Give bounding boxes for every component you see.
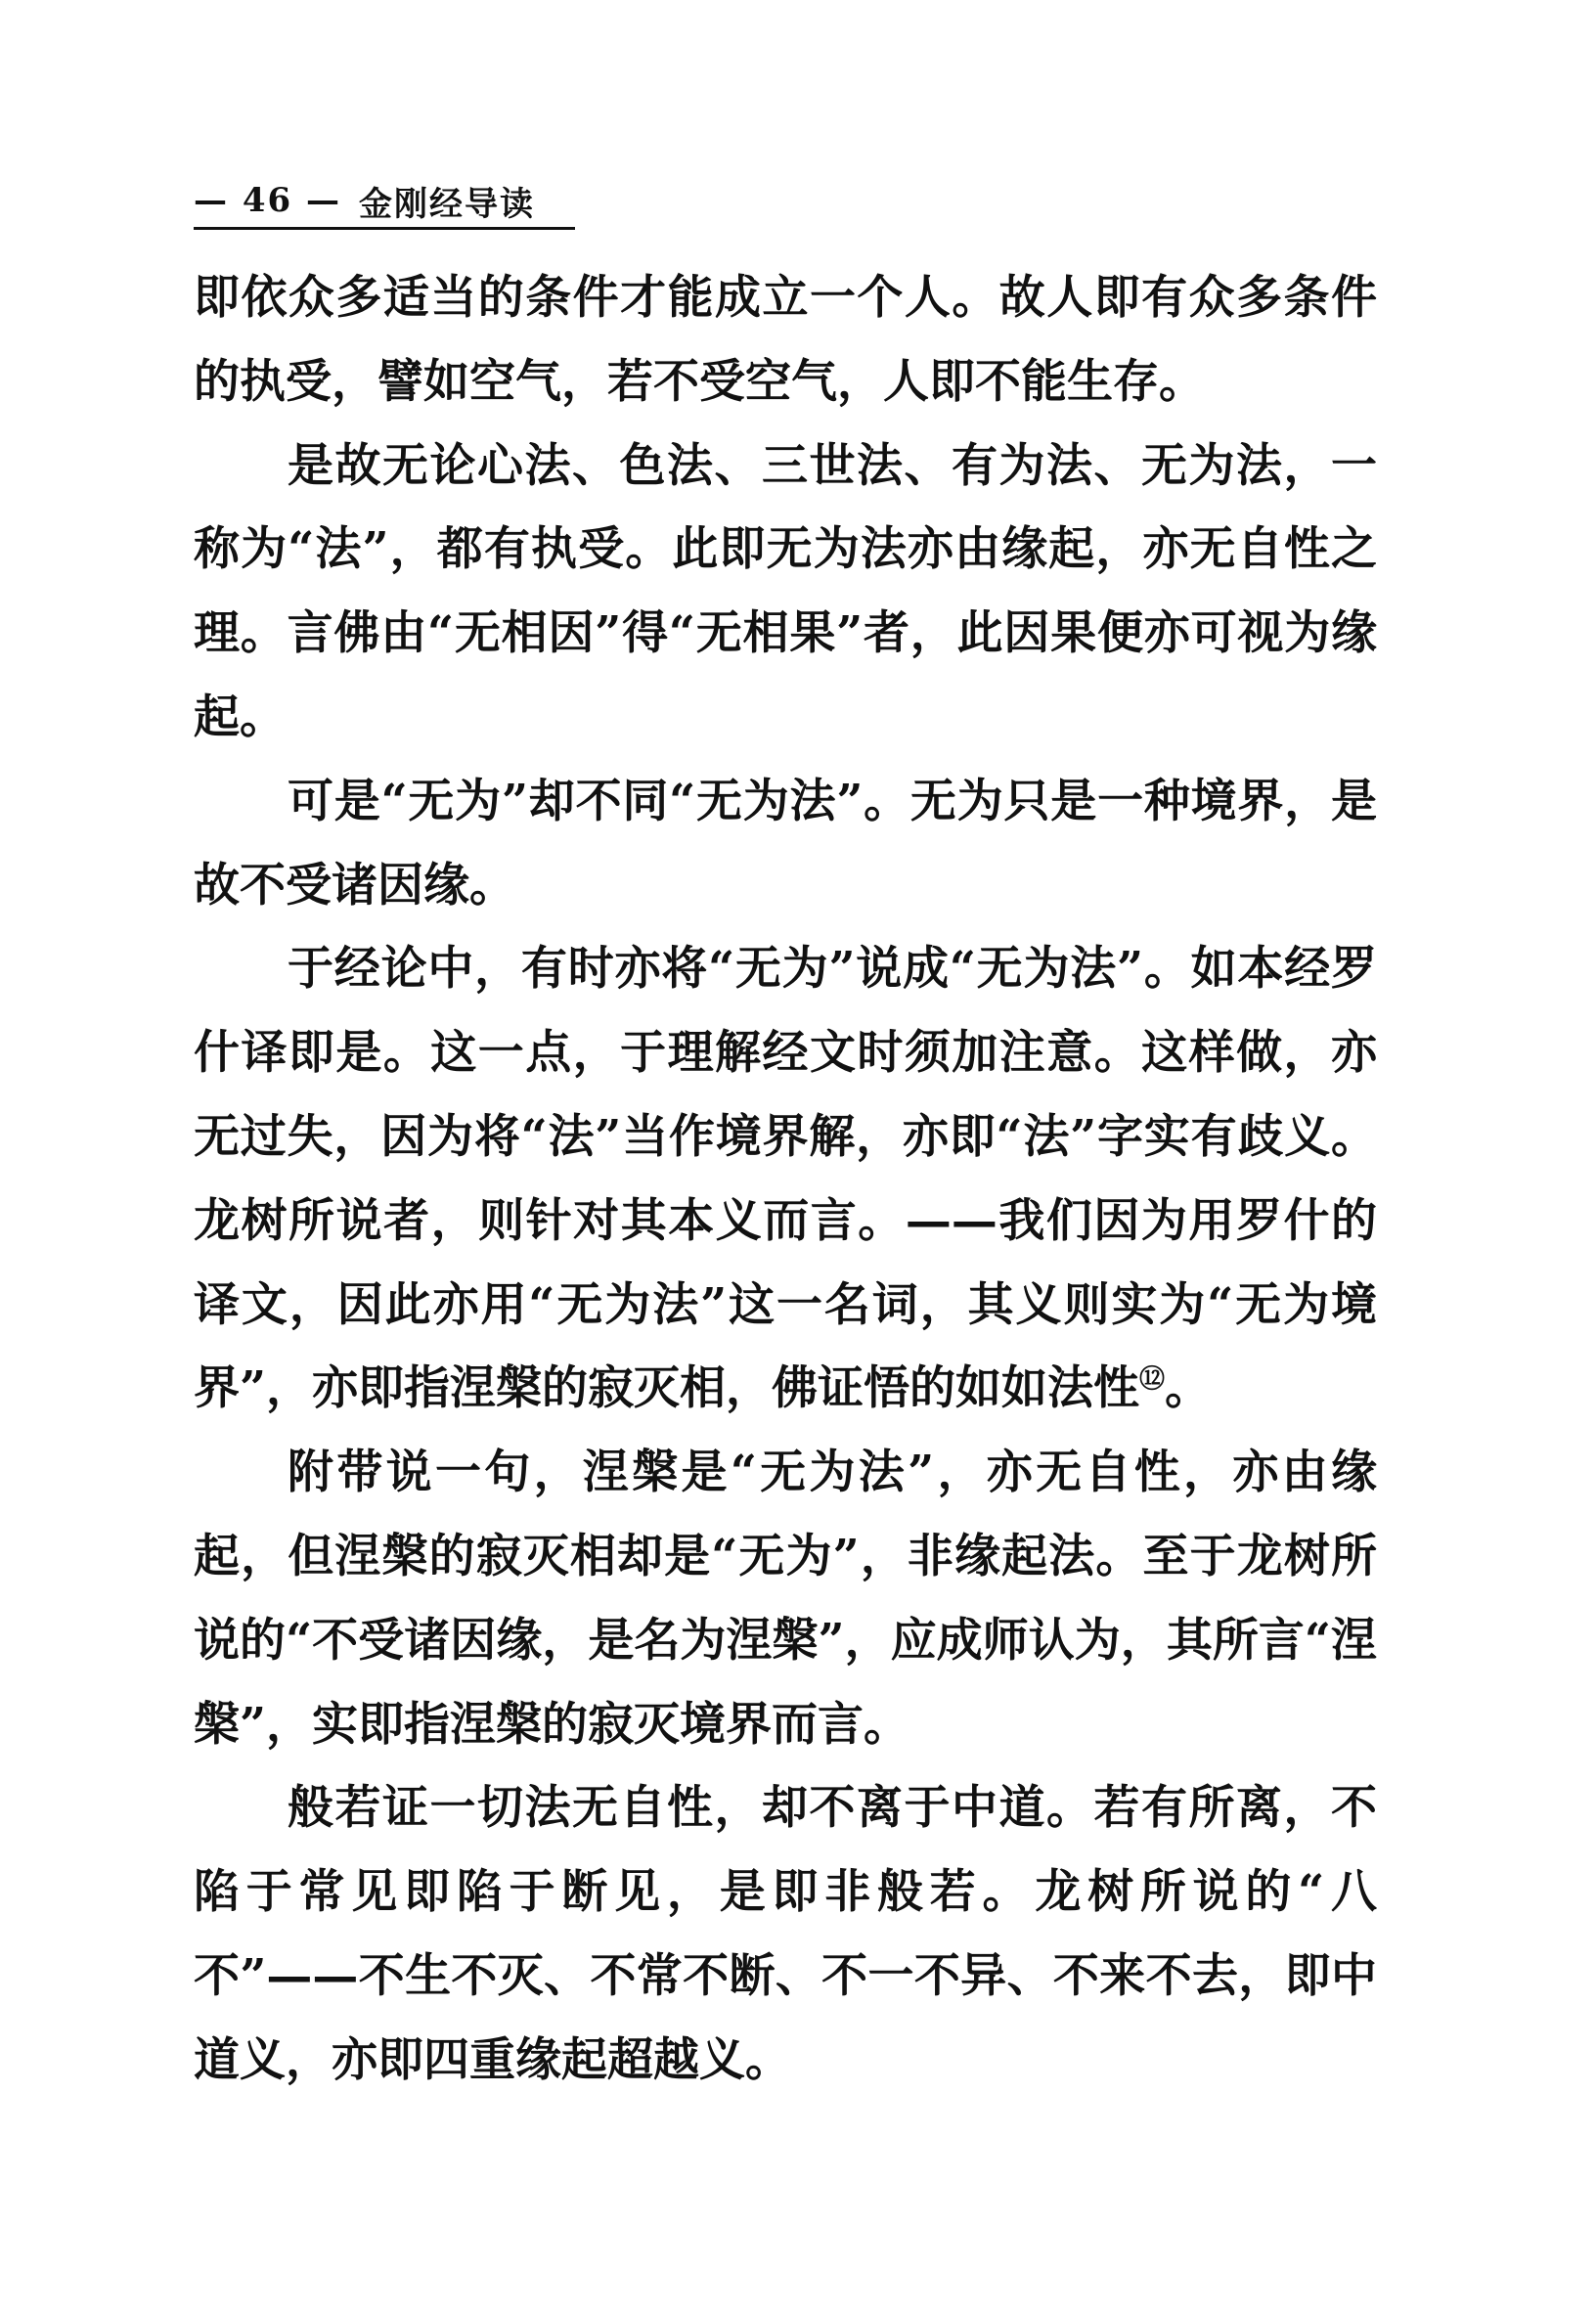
paragraph-2: 是故无论心法、色法、三世法、有为法、无为法，一称为“法”，都有执受。此即无为法亦由缘起，亦无自性之理。言佛由“无相因”得“无相果”者，此因果便亦可视为缘起。 xyxy=(194,438,1377,744)
book-title: 金刚经导读 xyxy=(359,184,535,224)
body-text xyxy=(194,256,1377,2103)
page-number: — 46 — xyxy=(194,181,341,220)
paragraph-4 xyxy=(194,927,1377,1431)
paragraph-1: 即依众多适当的条件才能成立一个人。故人即有众多条件的执受，譬如空气，若不受空气，人即不能生存。 xyxy=(194,271,1377,409)
paragraph-3: 可是“无为”却不同“无为法”。无为只是一种境界，是故不受诸因缘。 xyxy=(194,774,1377,913)
footnote-marker: ⑫ xyxy=(1139,1364,1166,1395)
paragraph-5: 附带说一句，涅槃是“无为法”，亦无自性，亦由缘起，但涅槃的寂灭相却是“无为”，非缘起法。至于龙树所说的“不受诸因缘，是名为涅槃”，应成师认为，其所言“涅槃”，实即指涅槃的寂灭境界而言。 xyxy=(194,1446,1377,1752)
header-rule xyxy=(194,227,575,230)
paragraph-4-tail: 。 xyxy=(1165,1361,1212,1416)
paragraph-4-text: 于经论中，有时亦将“无为”说成“无为法”。如本经罗什译即是。这一点，于理解经文时须加注意。这样做，亦无过失，因为将“法”当作境界解，亦即“法”字实有歧义。龙树所说者，则针对其本义而言。——我们因为用罗什的译文，因此亦用“无为法”这一名词，其义则实为“无为境界”，亦即指涅槃的寂灭相，佛证悟的如如法性 xyxy=(194,942,1377,1416)
running-header xyxy=(194,174,535,227)
paragraph-6: 般若证一切法无自性，却不离于中道。若有所离，不陷于常见即陷于断见，是即非般若。龙树所说的“八不”——不生不灭、不常不断、不一不异、不来不去，即中道义，亦即四重缘起超越义。 xyxy=(194,1781,1377,2087)
